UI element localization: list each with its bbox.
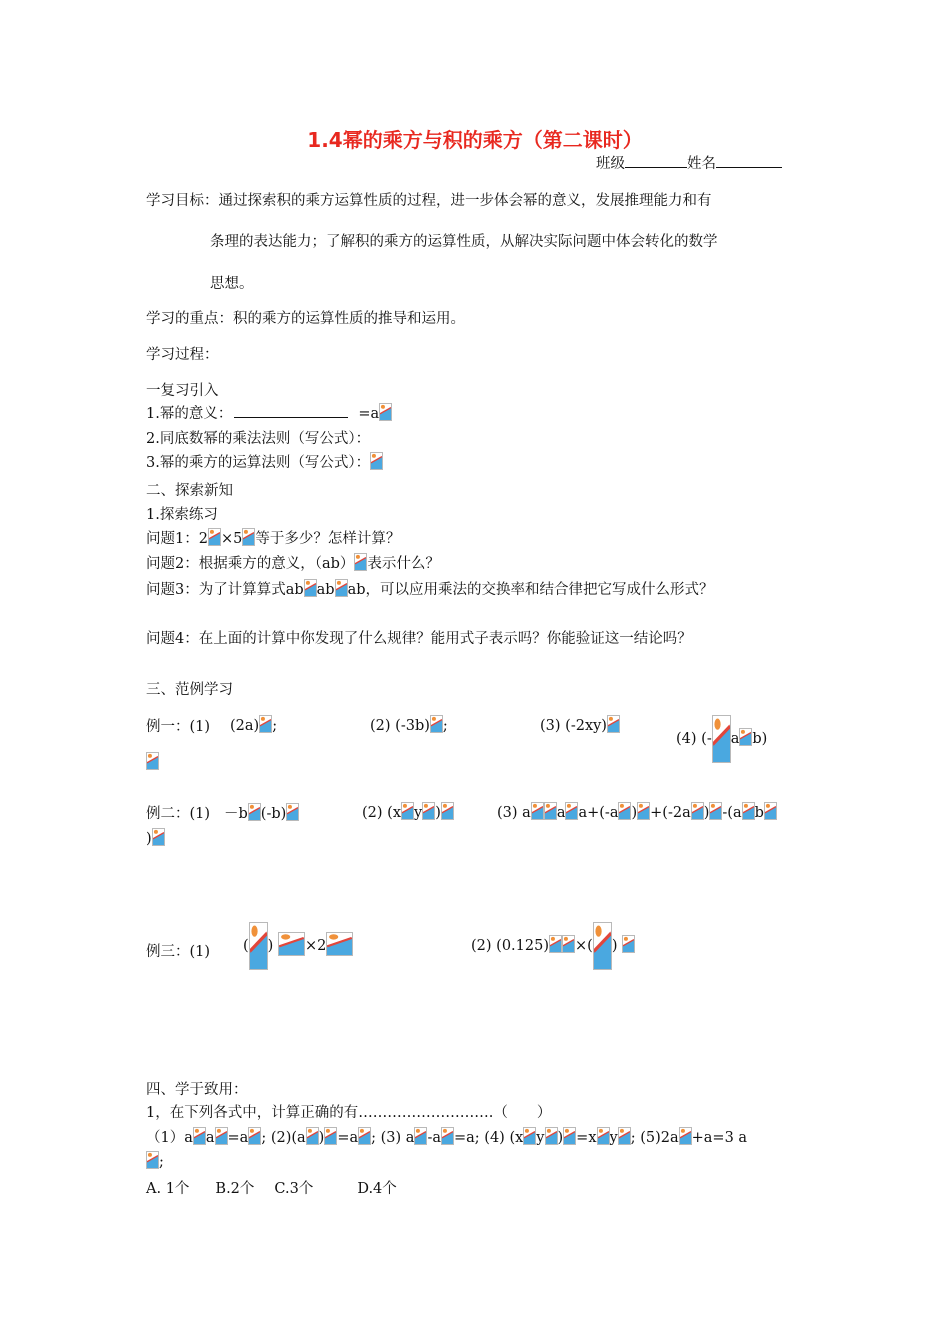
review-item-1 [146,402,392,423]
fraction-image-icon [712,715,731,763]
broken-image-icon [248,1127,261,1145]
example-2-part-3 [497,802,777,821]
broken-image-icon [562,935,575,953]
broken-image-icon [618,802,631,820]
expr: =x [576,1130,597,1146]
expr: y [609,1130,618,1146]
q1-part: ×5 [220,531,243,547]
q3-part: ab [316,582,335,598]
expr: ) [631,805,638,821]
example-3-part-1 [243,922,353,970]
expr: ( [243,938,249,954]
expr: ) [146,831,152,847]
class-label: 班级 [596,156,625,172]
example-1-part-3 [540,715,620,734]
expr: ; [630,1130,636,1146]
broken-image-icon [563,1127,576,1145]
answer-options [146,1177,397,1198]
practice-line-1 [146,1126,747,1147]
expr: (-3b) [395,718,430,734]
q3-part: ab，可以应用乘法的交换率和结合律把它写成什么形式？ [347,582,714,598]
expr: a+(-a [578,805,619,821]
explore-subheading: 1.探索练习 [146,507,218,523]
expr: a [522,805,531,821]
example-1-label: 例一：(1) [146,719,211,735]
broken-image-icon [193,1127,206,1145]
broken-image-icon [622,935,635,953]
example-3-part-2 [471,922,635,970]
section-2-heading: 二、探索新知 [146,483,233,499]
class-blank[interactable] [625,155,687,168]
option-a[interactable]: A. 1个 [146,1181,190,1197]
broken-image-icon [637,802,650,820]
broken-image-icon [422,802,435,820]
fraction-image-icon [249,922,268,970]
expr: ) [557,1130,564,1146]
option-d[interactable]: D.4个 [357,1181,397,1197]
expr: × [574,938,588,954]
expr: (2a) [230,718,260,734]
expr-label: (4) [676,731,697,747]
broken-image-icon [739,728,752,746]
question-4: 问题4：在上面的计算中你发现了什么规律？能用式子表示吗？你能验证这一结论吗？ [146,631,692,647]
question-1 [146,527,400,548]
broken-image-icon [430,715,443,733]
broken-image-icon [401,802,414,820]
expr: ) [318,1130,325,1146]
class-name-line [596,152,782,173]
broken-image-icon [414,1127,427,1145]
expr: ; [159,1154,164,1170]
q2-part: 问题2：根据乘方的意义，（ab） [146,556,355,572]
review-item-2: 2.同底数幂的乘法法则（写公式）： [146,431,371,447]
expr: =a [227,1130,249,1146]
expr: ; [261,1130,267,1146]
option-b[interactable]: B.2个 [215,1181,255,1197]
broken-image-icon [215,1127,228,1145]
broken-image-icon [709,802,722,820]
section-3-heading: 三、范例学习 [146,682,233,698]
q1-part: 问题1：2 [146,531,208,547]
expr: ) [435,805,441,821]
expr: ; [272,718,278,734]
expr: +a=3 [691,1130,734,1146]
example-1-part-4 [676,715,767,763]
broken-image-icon [379,403,392,421]
expr: b) [752,731,768,747]
broken-image-icon [370,452,383,470]
example-1-part-1 [230,715,277,734]
expr: -(a [722,805,742,821]
broken-image-icon [146,752,159,770]
expr: （1）a [146,1130,193,1146]
review-item-1-text: 1.幂的意义： [146,406,233,422]
q2-part: 表示什么？ [367,556,440,572]
expr: (-2xy) [565,718,607,734]
broken-image-icon [679,1127,692,1145]
expr: －b [224,806,248,822]
q1-part: 等于多少？怎样计算？ [255,531,401,547]
broken-image-icon [286,803,299,821]
expr: =a; [454,1130,480,1146]
expr: (5)2a [640,1130,679,1146]
example-2-part-2 [362,802,454,821]
broken-image-icon [358,1127,371,1145]
q3-part: 问题3：为了计算算式ab [146,582,304,598]
broken-image-icon [565,802,578,820]
goal-line-3: 思想。 [210,276,254,292]
broken-image-icon [597,1127,610,1145]
page-title: 1.4幂的乘方与积的乘方（第二课时） [307,128,643,152]
broken-image-icon [441,1127,454,1145]
expr: b [754,805,764,821]
expr: a [405,1130,415,1146]
expr-label: (3) [497,805,518,821]
section-4-heading: 四、学于致用： [146,1082,248,1098]
broken-image-icon [146,1151,159,1169]
expr: ; [371,1130,377,1146]
expr: a [730,731,740,747]
broken-image-icon [742,802,755,820]
example-1-part-2 [370,715,448,734]
broken-image-icon [618,1127,631,1145]
broken-image-icon [304,579,317,597]
example-2-part-1 [224,802,299,823]
expr: y [414,805,423,821]
broken-image-icon [544,802,557,820]
broken-image-icon [545,1127,558,1145]
question-3 [146,578,714,599]
expr-label: (2) [362,805,383,821]
expr: ; [442,718,448,734]
review-item-3-text: 3.幂的乘方的运算法则（写公式）： [146,455,371,471]
expr: a [556,805,566,821]
expr: -a [427,1130,441,1146]
expr: a [205,1130,215,1146]
expr: (-b) [260,806,287,822]
expr: ) [703,805,710,821]
expr: y [536,1130,545,1146]
broken-image-icon [531,802,544,820]
key-point: 学习的重点：积的乘方的运算性质的推导和运用。 [146,311,465,327]
expr: a [738,1130,748,1146]
expr: =a [337,1130,359,1146]
broken-image-icon [259,715,272,733]
review-item-3 [146,451,383,472]
practice-line-2 [146,1151,164,1170]
broken-image-icon [306,1127,319,1145]
expr-label: (3) [540,718,561,734]
expr: (0.125) [496,938,549,954]
expr: (- [701,731,712,747]
example-1-wrap [146,752,159,771]
broken-image-icon [441,802,454,820]
broken-image-icon [691,802,704,820]
section-1-heading: 一复习引入 [146,383,219,399]
example-2-wrap [146,828,165,847]
process-label: 学习过程： [146,347,219,363]
expr: (2)(a [270,1130,306,1146]
fraction-image-icon [593,922,612,970]
expr: ) [611,938,618,954]
broken-image-icon [549,935,562,953]
expr: ) [267,938,274,954]
broken-image-icon [248,803,261,821]
example-2-label: 例二：(1) [146,806,211,822]
question-2 [146,552,440,573]
example-3-label: 例三：(1) [146,944,211,960]
expr: (4) [484,1130,505,1146]
expr: (3) [380,1130,402,1146]
expr: ( [587,938,593,954]
expr-label: (2) [471,938,492,954]
expr-label: (2) [370,718,391,734]
broken-image-icon [354,553,367,571]
expr: (x [509,1130,524,1146]
broken-image-icon [278,932,305,956]
broken-image-icon [152,828,165,846]
expr: (x [387,805,401,821]
goal-line-2: 条理的表达能力；了解积的乘方的运算性质，从解决实际问题中体会转化的数学 [210,234,718,250]
broken-image-icon [523,1127,536,1145]
option-c[interactable]: C.3个 [274,1181,314,1197]
goal-line-1: 学习目标：通过探索积的乘方运算性质的过程，进一步体会幂的意义，发展推理能力和有 [146,193,712,209]
broken-image-icon [326,932,353,956]
practice-question-1: 1，在下列各式中，计算正确的有……………………….（ ） [146,1105,552,1121]
broken-image-icon [208,528,221,546]
broken-image-icon [764,802,777,820]
answer-blank[interactable] [234,405,348,418]
name-blank[interactable] [716,155,782,168]
expr: +(-2a [650,805,691,821]
broken-image-icon [607,715,620,733]
broken-image-icon [335,579,348,597]
expr: ×2 [304,938,327,954]
broken-image-icon [324,1127,337,1145]
broken-image-icon [242,528,255,546]
name-label: 姓名 [687,156,716,172]
review-item-1-result: =a [358,406,380,422]
